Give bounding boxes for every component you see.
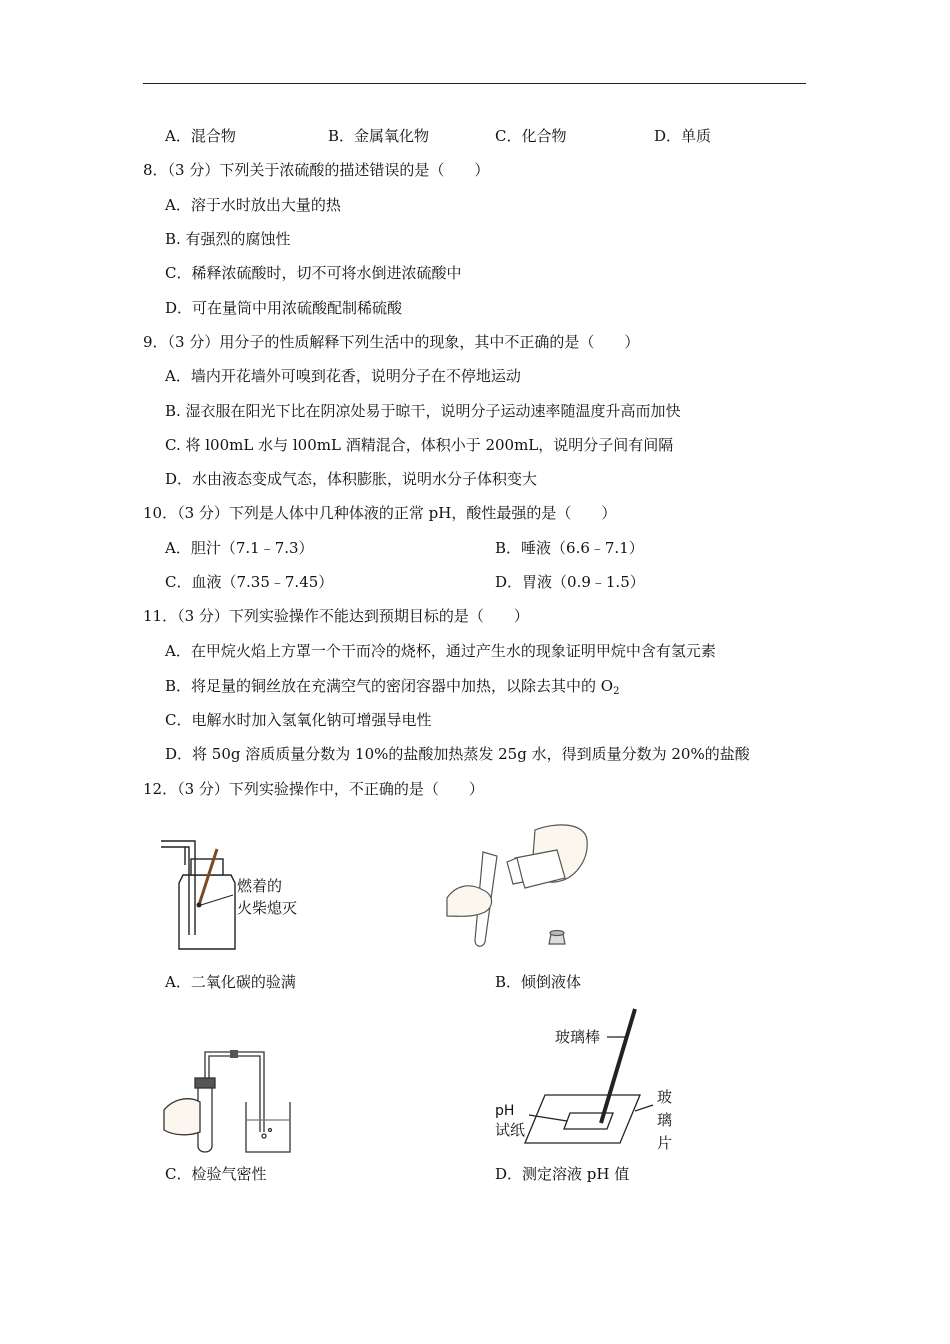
q8-stem: 8．（3 分）下列关于浓硫酸的描述错误的是（ ）: [143, 161, 490, 179]
q9-option-b: B. 湿衣服在阳光下比在阴凉处易于晾干，说明分子运动速率随温度升高而加快: [165, 402, 681, 420]
figure-d-paper-label-2: 试纸: [495, 1121, 526, 1139]
q11-option-c: C．电解水时加入氢氧化钠可增强导电性: [165, 711, 432, 729]
q11-option-a: A．在甲烷火焰上方罩一个干而冷的烧杯，通过产生水的现象证明甲烷中含有氢元素: [165, 642, 716, 660]
q7-option-b: B．金属氧化物: [328, 127, 430, 145]
figure-a-label-1: 燃着的: [237, 877, 283, 895]
figure-airtightness-check: [160, 1040, 300, 1158]
q12-option-a: A．二氧化碳的验满: [165, 973, 296, 991]
figure-d-glass-label-1: 玻: [657, 1088, 673, 1106]
subscript: 2: [613, 686, 620, 697]
q8-option-b: B. 有强烈的腐蚀性: [165, 230, 291, 248]
figure-ph-test: [495, 1005, 695, 1155]
q9-option-c: C. 将 l00mL 水与 l00mL 酒精混合，体积小于 200mL，说明分子间有间隔: [165, 436, 674, 454]
figure-d-paper-label-1: pH: [495, 1103, 515, 1119]
q8-option-a: A．溶于水时放出大量的热: [165, 196, 341, 214]
q11-option-d: D．将 50g 溶质质量分数为 10%的盐酸加热蒸发 25g 水，得到质量分数为 20%的盐酸: [165, 745, 750, 763]
figure-d-glass-label-3: 片: [657, 1134, 673, 1152]
q10-option-b: B．唾液（6.6﹣7.1）: [495, 539, 644, 557]
q12-option-d: D．测定溶液 pH 值: [495, 1165, 630, 1183]
header-rule: [143, 83, 806, 84]
q7-option-a: A．混合物: [165, 127, 236, 145]
q9-option-d: D．水由液态变成气态，体积膨胀，说明水分子体积变大: [165, 470, 538, 488]
q12-stem: 12．（3 分）下列实验操作中，不正确的是（ ）: [143, 780, 484, 798]
q8-option-d: D．可在量筒中用浓硫酸配制稀硫酸: [165, 299, 403, 317]
q7-option-c: C．化合物: [495, 127, 567, 145]
q10-stem: 10．（3 分）下列是人体中几种体液的正常 pH，酸性最强的是（ ）: [143, 504, 617, 522]
figure-pour-liquid: [445, 820, 605, 955]
q9-stem: 9．（3 分）用分子的性质解释下列生活中的现象，其中不正确的是（ ）: [143, 333, 640, 351]
figure-d-rod-label: 玻璃棒: [555, 1028, 601, 1046]
q10-option-c: C．血液（7.35﹣7.45）: [165, 573, 334, 591]
figure-a-label-2: 火柴熄灭: [237, 899, 298, 917]
q11-stem: 11．（3 分）下列实验操作不能达到预期目标的是（ ）: [143, 607, 529, 625]
figure-d-glass-label-2: 璃: [657, 1111, 673, 1129]
q12-option-b: B．倾倒液体: [495, 973, 582, 991]
q7-option-d: D．单质: [654, 127, 712, 145]
figure-co2-full-check: [155, 835, 315, 955]
q9-option-a: A．墙内开花墙外可嗅到花香，说明分子在不停地运动: [165, 367, 521, 385]
q11-option-b: B．将足量的铜丝放在充满空气的密闭容器中加热，以除去其中的 $O_2$: [165, 677, 620, 697]
q10-option-a: A．胆汁（7.1﹣7.3）: [165, 539, 314, 557]
q12-option-c: C．检验气密性: [165, 1165, 267, 1183]
q8-option-c: C．稀释浓硫酸时，切不可将水倒进浓硫酸中: [165, 264, 462, 282]
q10-option-d: D．胃液（0.9﹣1.5）: [495, 573, 645, 591]
